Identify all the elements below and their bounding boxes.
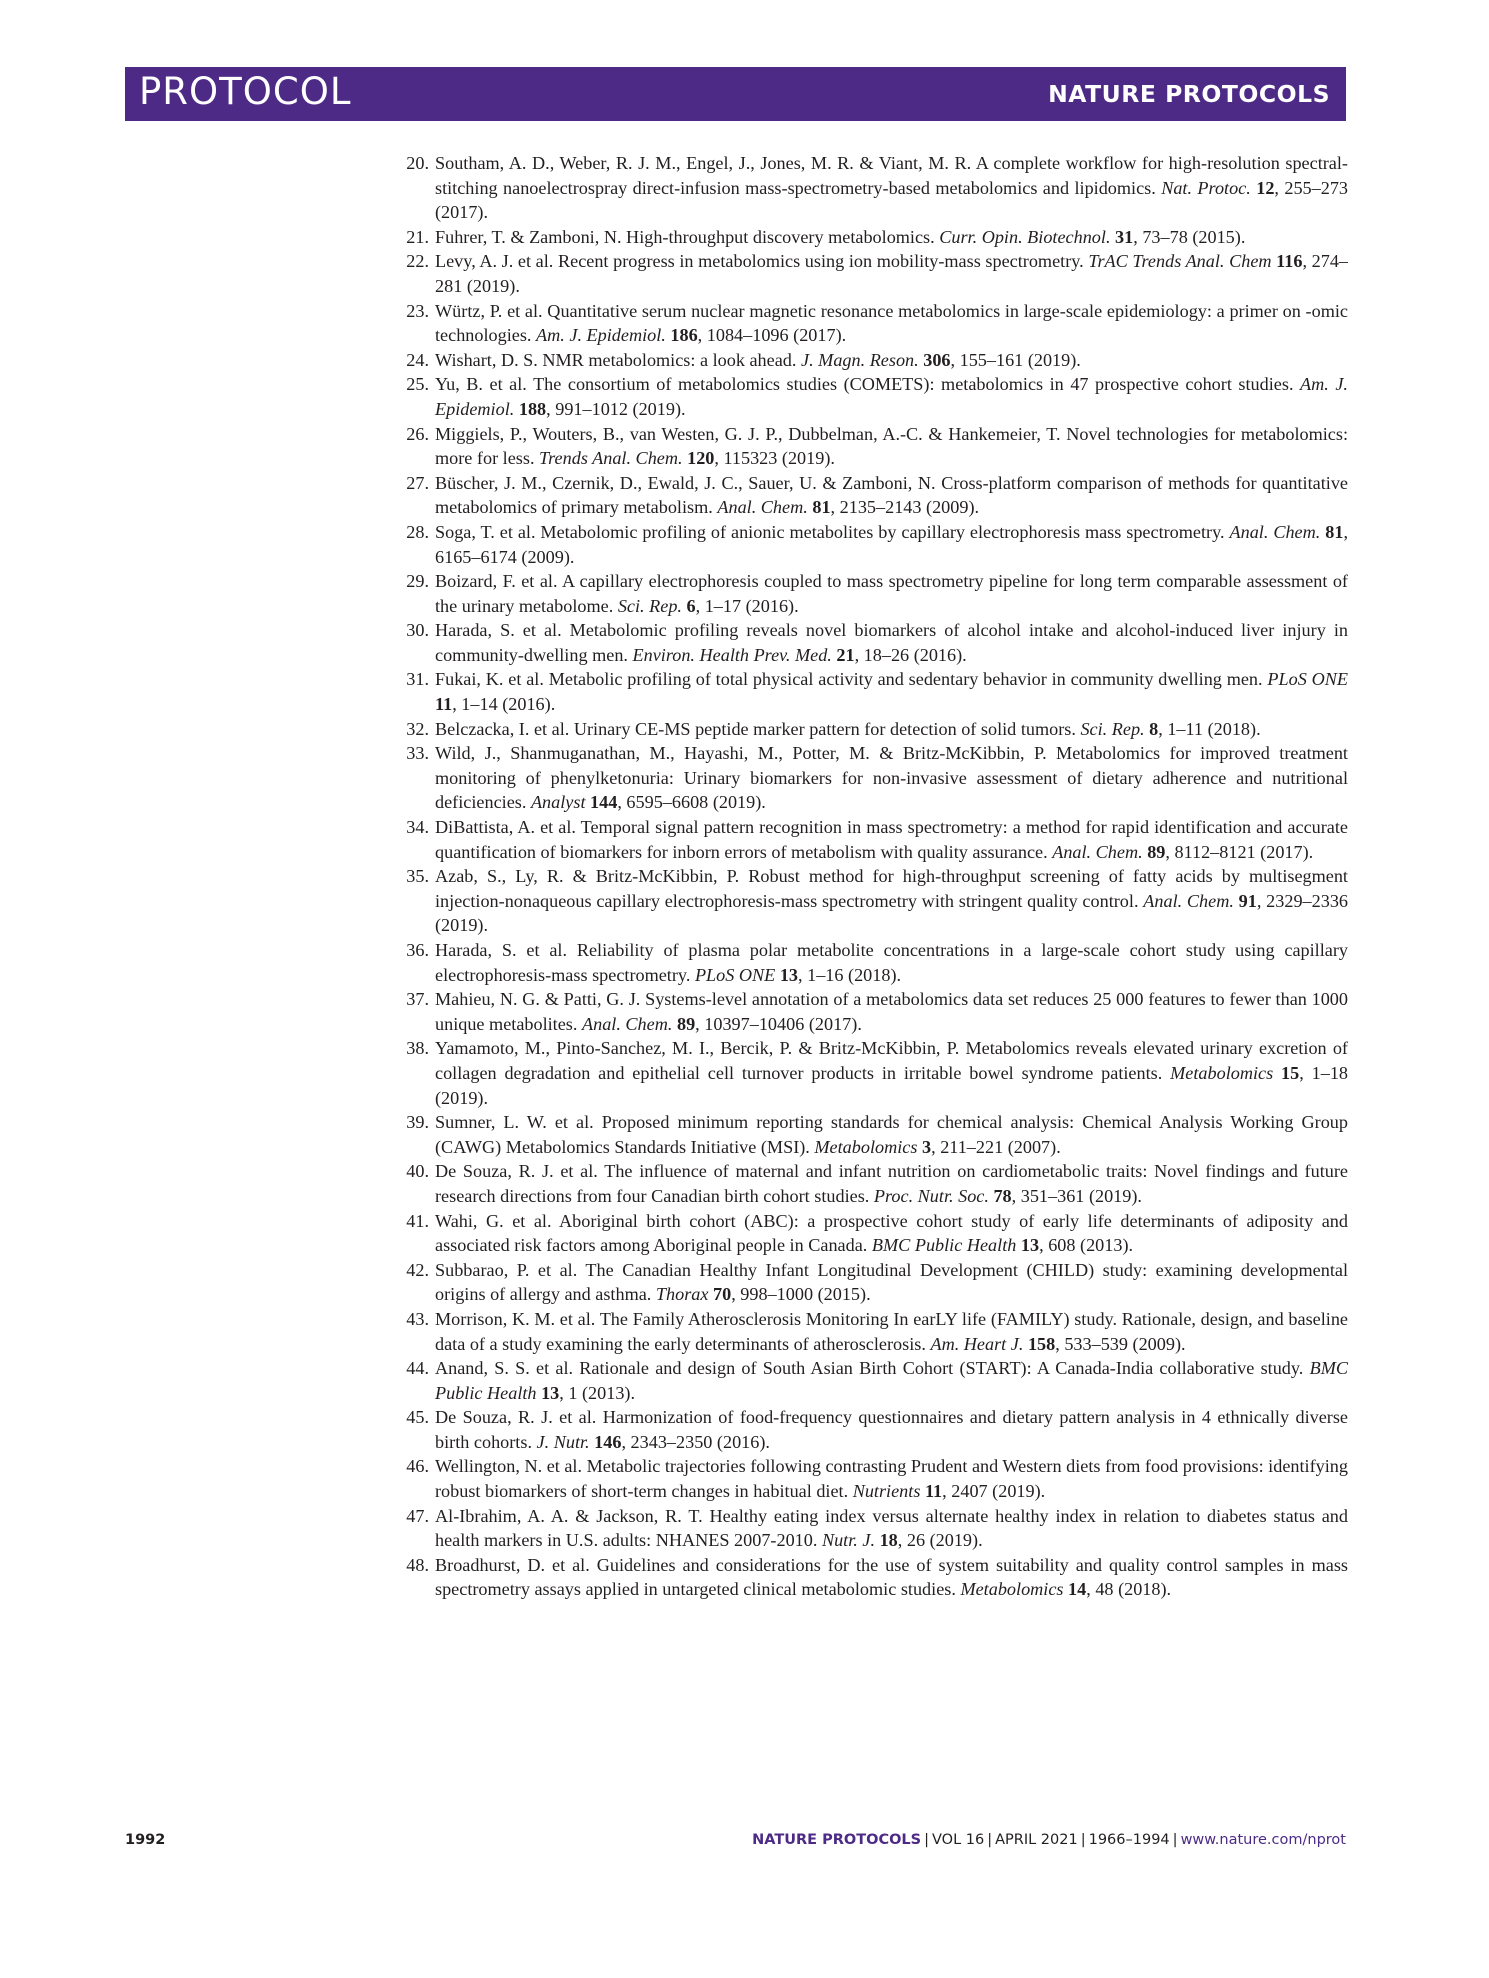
reference-number: 42. [406, 1259, 429, 1280]
footer-separator: | [1172, 1832, 1178, 1848]
reference-pages-year: , 1–14 (2016). [452, 694, 556, 715]
reference-pages-year: , 1 (2013). [559, 1382, 636, 1403]
reference-volume: 18 [879, 1530, 898, 1551]
reference-authors-title: De Souza, R. J. et al. The influence of maternal and infant nutrition on cardiometabolic traits: Novel findings and future research directions from four Canadian birth cohort studies. [435, 1161, 1348, 1206]
reference-item [397, 717, 1348, 742]
reference-authors-title: Southam, A. D., Weber, R. J. M., Engel, J., Jones, M. R. & Viant, M. R. A complete workflow for high-resolution spectral-stitching nanoelectrospray direct-infusion mass-spectrometry-based metabolomics and lipidomics. [435, 153, 1348, 198]
reference-item [397, 1356, 1348, 1405]
journal-name: NATURE PROTOCOLS [1048, 80, 1330, 108]
reference-number: 25. [406, 374, 429, 395]
reference-authors-title: Harada, S. et al. Metabolomic profiling reveals novel biomarkers of alcohol intake and alcohol-induced liver injury in community-dwelling men. [435, 620, 1348, 665]
reference-pages-year: , 255–273 (2017). [435, 177, 1349, 223]
reference-item [397, 569, 1348, 618]
reference-text [435, 743, 1348, 812]
reference-pages-year: , 351–361 (2019). [1011, 1185, 1142, 1206]
reference-list [397, 151, 1348, 1602]
reference-item [397, 151, 1348, 225]
reference-text [435, 1038, 1348, 1107]
reference-item [397, 1110, 1348, 1159]
reference-journal: Nutr. J. [821, 1530, 876, 1551]
reference-text [435, 1555, 1348, 1600]
reference-journal: Proc. Nutr. Soc. [873, 1185, 989, 1206]
reference-authors-title: Soga, T. et al. Metabolomic profiling of anionic metabolites by capillary electrophoresis mass spectrometry. [435, 521, 1230, 542]
reference-volume: 89 [1147, 841, 1166, 862]
reference-journal: Anal. Chem. [581, 1013, 673, 1034]
reference-number: 38. [406, 1038, 429, 1059]
reference-text [435, 1260, 1348, 1305]
reference-number: 28. [406, 521, 429, 542]
reference-volume: 89 [676, 1013, 696, 1034]
reference-pages-year: , 26 (2019). [897, 1530, 983, 1551]
reference-text [435, 669, 1348, 714]
reference-authors-title: Anand, S. S. et al. Rationale and design of South Asian Birth Cohort (START): A Canada-India collaborative study. [435, 1358, 1310, 1379]
reference-pages-year: , 18–26 (2016). [854, 644, 967, 665]
reference-number: 48. [406, 1554, 429, 1575]
reference-pages-year: , 991–1012 (2019). [546, 398, 686, 419]
reference-journal: Anal. Chem. [1052, 841, 1143, 862]
reference-pages-year: , 533–539 (2009). [1055, 1333, 1186, 1354]
reference-journal: Analyst [530, 792, 586, 813]
reference-item [397, 225, 1348, 250]
reference-pages-year: , 2329–2336 (2019). [435, 890, 1349, 936]
reference-volume: 158 [1027, 1333, 1056, 1354]
reference-item [397, 1258, 1348, 1307]
reference-pages-year: , 115323 (2019). [714, 448, 835, 469]
reference-item [397, 815, 1348, 864]
reference-authors-title: Yamamoto, M., Pinto-Sanchez, M. I., Bercik, P. & Britz-McKibbin, P. Metabolomics reveals elevated urinary excretion of collagen degradation and epithelial cell turnover products in irritable bowel syndrome patients. [435, 1038, 1348, 1083]
reference-number: 41. [406, 1210, 429, 1231]
reference-text [435, 522, 1348, 567]
reference-text [435, 866, 1348, 935]
reference-authors-title: Broadhurst, D. et al. Guidelines and considerations for the use of system suitability and quality control samples in mass spectrometry assays applied in untargeted clinical metabolomic studies. [435, 1554, 1348, 1600]
reference-number: 34. [406, 817, 429, 838]
reference-authors-title: Boizard, F. et al. A capillary electrophoresis coupled to mass spectrometry pipeline for long term comparable assessment of the urinary metabolome. [435, 571, 1348, 616]
reference-pages-year: , 1–17 (2016). [695, 595, 799, 616]
reference-authors-title: Miggiels, P., Wouters, B., van Westen, G. J. P., Dubbelman, A.-C. & Hankemeier, T. Novel technologies for metabolomics: more for less. [435, 423, 1348, 469]
reference-text [435, 817, 1348, 862]
reference-item [397, 471, 1348, 520]
reference-pages-year: , 2135–2143 (2009). [830, 497, 980, 518]
reference-pages-year: , 10397–10406 (2017). [695, 1013, 862, 1034]
reference-pages-year: , 998–1000 (2015). [731, 1284, 871, 1305]
reference-volume: 81 [812, 497, 831, 518]
reference-journal: Anal. Chem. [1229, 521, 1321, 542]
footer-date: APRIL 2021 [995, 1832, 1078, 1848]
reference-journal: J. Nutr. [536, 1431, 590, 1452]
reference-text [435, 350, 1081, 370]
reference-number: 40. [406, 1161, 429, 1182]
reference-pages-year: , 1–16 (2018). [798, 964, 902, 985]
footer-url-link[interactable]: www.nature.com/nprot [1180, 1832, 1346, 1848]
reference-volume: 12 [1256, 177, 1275, 198]
reference-volume: 21 [836, 644, 855, 665]
reference-authors-title: Mahieu, N. G. & Patti, G. J. Systems-level annotation of a metabolomics data set reduces 25 000 features to fewer than 1000 unique metabolites. [435, 989, 1348, 1034]
reference-pages-year: , 274–281 (2019). [435, 251, 1349, 296]
reference-number: 44. [406, 1358, 429, 1379]
reference-pages-year: , 2343–2350 (2016). [621, 1431, 770, 1452]
reference-volume: 15 [1281, 1062, 1300, 1083]
reference-text [435, 1358, 1348, 1403]
reference-number: 22. [406, 251, 429, 272]
reference-volume: 146 [594, 1431, 622, 1452]
reference-volume: 11 [924, 1481, 943, 1502]
reference-item [397, 667, 1348, 716]
reference-volume: 14 [1068, 1579, 1087, 1600]
reference-pages-year: , 8112–8121 (2017). [1165, 841, 1314, 862]
reference-text [435, 251, 1348, 296]
reference-text [435, 473, 1348, 518]
reference-number: 20. [406, 153, 429, 173]
reference-volume: 11 [435, 694, 453, 715]
reference-journal: Metabolomics [814, 1136, 918, 1157]
reference-item [397, 348, 1348, 373]
reference-text [435, 227, 1245, 247]
footer-separator: | [924, 1832, 929, 1848]
reference-journal: PLoS ONE [694, 964, 776, 985]
reference-text [435, 1161, 1348, 1206]
reference-volume: 13 [1020, 1235, 1040, 1256]
reference-journal: Nat. Protoc. [1161, 177, 1251, 198]
footer-pages: 1966–1994 [1088, 1832, 1170, 1848]
reference-journal: Nutrients [852, 1481, 921, 1502]
reference-text [435, 1456, 1348, 1501]
reference-journal: Anal. Chem. [717, 497, 808, 518]
reference-pages-year: , 73–78 (2015). [1133, 226, 1246, 247]
reference-volume: 78 [993, 1185, 1012, 1206]
reference-text [435, 374, 1348, 419]
reference-authors-title: Wishart, D. S. NMR metabolomics: a look ahead. [435, 349, 801, 370]
reference-pages-year: , 6165–6174 (2009). [435, 521, 1348, 567]
reference-text [435, 620, 1348, 665]
reference-volume: 8 [1149, 718, 1159, 739]
reference-volume: 186 [670, 325, 698, 346]
reference-volume: 70 [713, 1284, 732, 1305]
footer-separator: | [987, 1832, 993, 1848]
reference-journal: Metabolomics [1170, 1062, 1274, 1083]
header-banner [125, 67, 1346, 121]
reference-journal: Thorax [655, 1284, 709, 1305]
footer-journal: NATURE PROTOCOLS [752, 1832, 922, 1848]
reference-journal: TrAC Trends Anal. Chem [1088, 251, 1272, 272]
reference-authors-title: Al-Ibrahim, A. A. & Jackson, R. T. Healthy eating index versus alternate healthy index in relation to diabetes status and health markers in U.S. adults: NHANES 2007-2010. [435, 1505, 1348, 1551]
reference-journal: J. Magn. Reson. [801, 349, 919, 370]
reference-authors-title: De Souza, R. J. et al. Harmonization of food-frequency questionnaires and dietary pattern analysis in 4 ethnically diverse birth cohorts. [435, 1407, 1348, 1452]
reference-authors-title: Wahi, G. et al. Aboriginal birth cohort (ABC): a prospective cohort study of early life determinants of adiposity and associated risk factors among Aboriginal people in Canada. [435, 1210, 1348, 1256]
reference-text [435, 1309, 1348, 1354]
reference-number: 47. [406, 1505, 429, 1526]
reference-item [397, 1159, 1348, 1208]
reference-text [435, 1211, 1348, 1256]
reference-authors-title: Azab, S., Ly, R. & Britz-McKibbin, P. Robust method for high-throughput screening of fatty acids by multisegment injection-nonaqueous capillary electrophoresis-mass spectrometry with stringent quality control. [435, 866, 1348, 911]
reference-item [397, 1036, 1348, 1110]
reference-number: 27. [406, 472, 429, 493]
reference-journal: Anal. Chem. [1143, 890, 1234, 911]
reference-number: 31. [406, 669, 429, 690]
reference-authors-title: Subbarao, P. et al. The Canadian Healthy Infant Longitudinal Development (CHILD) study: examining developmental origins of allergy and asthma. [435, 1259, 1348, 1305]
reference-journal: PLoS ONE [1267, 669, 1348, 690]
reference-volume: 6 [686, 595, 696, 616]
reference-journal: BMC Public Health [871, 1235, 1017, 1256]
reference-authors-title: Belczacka, I. et al. Urinary CE-MS peptide marker pattern for detection of solid tumors. [435, 718, 1081, 739]
reference-authors-title: Levy, A. J. et al. Recent progress in metabolomics using ion mobility-mass spectrometry. [435, 251, 1089, 272]
reference-authors-title: DiBattista, A. et al. Temporal signal pattern recognition in mass spectrometry: a method for rapid identification and accurate quantification of biomarkers for inborn errors of metabolism with quality assurance. [435, 817, 1348, 862]
reference-journal: Sci. Rep. [1080, 718, 1145, 739]
reference-pages-year: , 2407 (2019). [942, 1481, 1046, 1502]
reference-number: 30. [406, 620, 429, 641]
reference-authors-title: Sumner, L. W. et al. Proposed minimum reporting standards for chemical analysis: Chemical Analysis Working Group (CAWG) Metabolomics Standards Initiative (MSI). [435, 1112, 1348, 1157]
reference-item [397, 987, 1348, 1036]
reference-journal: Am. J. Epidemiol. [435, 374, 1348, 419]
reference-number: 21. [406, 226, 429, 247]
reference-pages-year: , 1–18 (2019). [435, 1062, 1349, 1108]
reference-volume: 91 [1238, 890, 1257, 911]
reference-item [397, 249, 1348, 298]
reference-volume: 31 [1115, 226, 1134, 247]
reference-text [435, 153, 1348, 222]
reference-text [435, 940, 1348, 985]
reference-journal: BMC Public Health [435, 1358, 1348, 1403]
reference-authors-title: Fukai, K. et al. Metabolic profiling of total physical activity and sedentary behavior in community dwelling men. [435, 669, 1268, 690]
reference-authors-title: Harada, S. et al. Reliability of plasma polar metabolite concentrations in a large-scale cohort study using capillary electrophoresis-mass spectrometry. [435, 940, 1348, 985]
reference-pages-year: , 48 (2018). [1086, 1579, 1172, 1600]
footer-volume: VOL 16 [932, 1832, 985, 1848]
reference-text [435, 1112, 1348, 1157]
reference-volume: 3 [922, 1136, 932, 1157]
reference-number: 45. [406, 1407, 429, 1428]
reference-authors-title: Fuhrer, T. & Zamboni, N. High-throughput discovery metabolomics. [435, 226, 940, 247]
reference-authors-title: Yu, B. et al. The consortium of metabolomics studies (COMETS): metabolomics in 47 prospective cohort studies. [435, 374, 1301, 395]
reference-volume: 120 [687, 448, 715, 469]
reference-item [397, 372, 1348, 421]
reference-pages-year: , 608 (2013). [1039, 1235, 1134, 1256]
reference-volume: 306 [923, 349, 951, 370]
reference-number: 39. [406, 1112, 429, 1133]
reference-volume: 144 [590, 792, 618, 813]
reference-item [397, 422, 1348, 471]
page-number: 1992 [125, 1832, 166, 1848]
reference-text [435, 1506, 1348, 1551]
reference-authors-title: Würtz, P. et al. Quantitative serum nuclear magnetic resonance metabolomics in large-scale epidemiology: a primer on -omic technologies. [435, 300, 1348, 346]
reference-number: 37. [406, 989, 429, 1010]
reference-volume: 13 [541, 1382, 560, 1403]
reference-item [397, 1405, 1348, 1454]
reference-volume: 188 [518, 398, 547, 419]
reference-pages-year: , 6595–6608 (2019). [617, 792, 766, 813]
reference-item [397, 1209, 1348, 1258]
reference-number: 26. [406, 423, 429, 444]
reference-text [435, 301, 1348, 346]
reference-number: 46. [406, 1456, 429, 1477]
reference-journal: Trends Anal. Chem. [539, 448, 683, 469]
reference-item [397, 520, 1348, 569]
reference-item [397, 299, 1348, 348]
reference-journal: Sci. Rep. [617, 595, 682, 616]
reference-text [435, 571, 1348, 616]
reference-journal: Metabolomics [960, 1579, 1064, 1600]
reference-item [397, 938, 1348, 987]
reference-journal: Environ. Health Prev. Med. [632, 644, 832, 665]
reference-authors-title: Morrison, K. M. et al. The Family Atherosclerosis Monitoring In earLY life (FAMILY) study. Rationale, design, and baseline data of a study examining the early determinants of atherosclerosis. [435, 1308, 1348, 1354]
reference-number: 23. [406, 300, 429, 321]
reference-number: 24. [406, 349, 429, 370]
reference-item [397, 1553, 1348, 1602]
reference-pages-year: , 155–161 (2019). [950, 349, 1081, 370]
footer-citation [752, 1832, 1346, 1848]
reference-item [397, 1307, 1348, 1356]
reference-number: 36. [406, 940, 429, 960]
reference-number: 29. [406, 571, 429, 592]
reference-number: 32. [406, 718, 429, 739]
reference-volume: 81 [1325, 521, 1344, 542]
reference-pages-year: , 1–11 (2018). [1158, 718, 1261, 739]
reference-volume: 13 [779, 964, 799, 985]
reference-item [397, 1454, 1348, 1503]
reference-text [435, 989, 1348, 1034]
reference-number: 35. [406, 866, 429, 887]
reference-authors-title: Wild, J., Shanmuganathan, M., Hayashi, M., Potter, M. & Britz-McKibbin, P. Metabolomics for improved treatment monitoring of phenylketonuria: Urinary biomarkers for non-invasive assessment of dietary adherence and nutritional deficiencies. [435, 743, 1348, 813]
reference-item [397, 618, 1348, 667]
reference-pages-year: , 211–221 (2007). [931, 1136, 1061, 1157]
reference-text [435, 1407, 1348, 1452]
reference-item [397, 1504, 1348, 1553]
reference-authors-title: Büscher, J. M., Czernik, D., Ewald, J. C., Sauer, U. & Zamboni, N. Cross-platform comparison of methods for quantitative metabolomics of primary metabolism. [435, 472, 1348, 518]
reference-number: 43. [406, 1308, 429, 1329]
reference-journal: Curr. Opin. Biotechnol. [939, 226, 1111, 247]
reference-item [397, 864, 1348, 938]
reference-text [435, 719, 1261, 739]
reference-text [435, 424, 1348, 469]
reference-item [397, 741, 1348, 815]
reference-journal: Am. J. Epidemiol. [536, 325, 666, 346]
reference-number: 33. [406, 743, 429, 764]
reference-volume: 116 [1276, 251, 1303, 272]
footer-separator: | [1080, 1832, 1086, 1848]
reference-pages-year: , 1084–1096 (2017). [697, 325, 847, 346]
reference-journal: Am. Heart J. [930, 1333, 1024, 1354]
section-label: PROTOCOL [139, 70, 352, 113]
reference-authors-title: Wellington, N. et al. Metabolic trajectories following contrasting Prudent and Western diets from food provisions: identifying robust biomarkers of short-term changes in habitual diet. [435, 1456, 1348, 1502]
